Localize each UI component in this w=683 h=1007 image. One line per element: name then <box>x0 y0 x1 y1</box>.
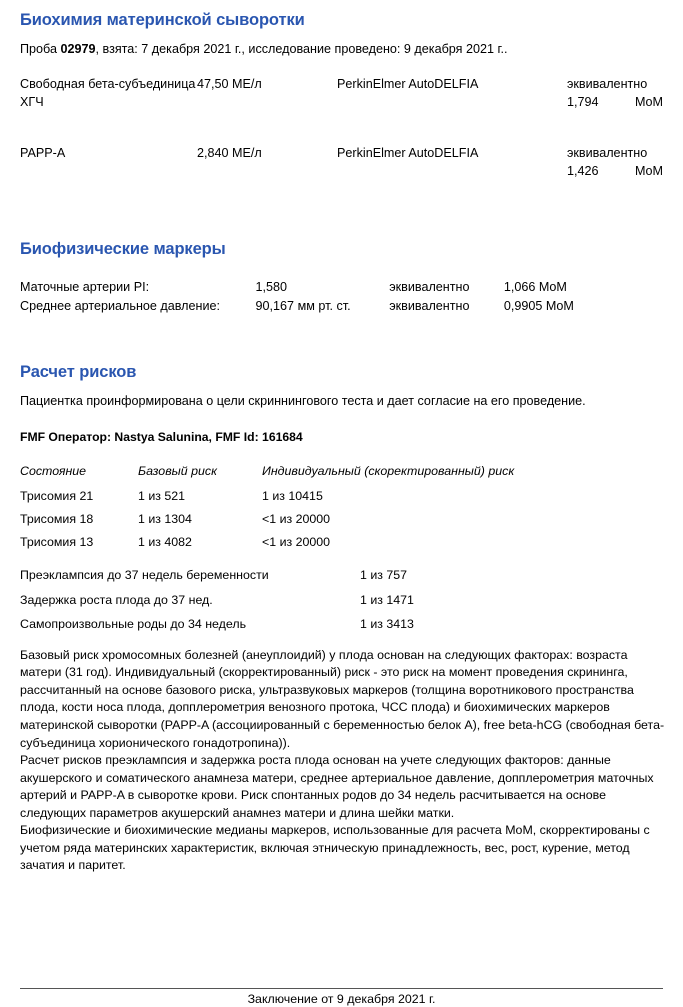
column-header-base-risk: Базовый риск <box>138 463 217 478</box>
risk-individual: <1 из 20000 <box>262 512 331 527</box>
patient-consent-text: Пациентка проинформирована о цели скриннингового теста и дает согласие на его проведение. <box>20 394 586 409</box>
table-row <box>20 567 663 591</box>
obstetric-risk-label: Самопроизвольные роды до 34 недель <box>20 616 247 631</box>
trisomy-risk-table <box>20 463 663 558</box>
analyte-mom: эквивалентно 1,426 MoM <box>567 145 663 178</box>
analyte-value: 47,50 МЕ/л <box>197 77 262 92</box>
page-footer <box>20 988 663 1007</box>
marker-mom: 0,9905 MoM <box>503 299 574 314</box>
table-row <box>20 534 663 557</box>
table-row <box>20 279 663 298</box>
risk-individual: <1 из 20000 <box>262 535 331 550</box>
column-header-condition: Состояние <box>20 463 87 478</box>
risk-section-title: Расчет рисков <box>20 363 137 382</box>
risk-condition: Трисомия 13 <box>20 535 94 550</box>
risk-condition: Трисомия 21 <box>20 489 94 504</box>
obstetric-risk-value: 1 из 1471 <box>360 592 414 607</box>
table-row <box>20 488 663 511</box>
analyte-method: PerkinElmer AutoDELFIA <box>337 145 479 160</box>
analyte-method: PerkinElmer AutoDELFIA <box>337 77 479 92</box>
fmf-operator-line: FMF Оператор: Nastya Salunina, FMF Id: 161684 <box>20 429 303 444</box>
sample-info-line <box>20 41 663 58</box>
table-row <box>20 616 663 640</box>
analyte-value: 2,840 МЕ/л <box>197 145 262 160</box>
note-paragraph: Базовый риск хромосомных болезней (анеуплоидий) у плода основан на следующих факторах: возраста матери (31 год). Индивидуальный (скорректированный) риск - это риск на момент проведения скрининга, рассчитанный на основе базового риска, ультразвуковых маркеров (толщина воротникового пространства плода, кости носа плода, допплерометрия венозного протока, ЧСС плода) и биохимических маркеров материнской сыворотки (PAPP-A (ассоциированный с беременностью белок А), free beta-hCG (свободная бета-субъединица хорионического гонадотропина)). <box>20 647 665 750</box>
analyte-name: Свободная бета-субъединица ХГЧ <box>20 77 196 109</box>
explanatory-notes <box>20 647 671 875</box>
biophysical-section-title: Биофизические маркеры <box>20 240 226 259</box>
column-header-individual-risk: Индивидуальный (скоректированный) риск <box>262 463 515 478</box>
biophysical-markers-table <box>20 279 663 317</box>
marker-mom: 1,066 MoM <box>503 280 567 295</box>
table-row <box>20 511 663 534</box>
table-row <box>20 130 663 199</box>
risk-base: 1 из 4082 <box>138 535 192 550</box>
risk-condition: Трисомия 18 <box>20 512 94 527</box>
risk-individual: 1 из 10415 <box>262 489 323 504</box>
note-paragraph: Расчет рисков преэклампсия и задержка роста плода основан на учете следующих факторов: данные акушерского и соматического анамнеза матери, среднее артериальное давление, допплерометрия маточных артерий и PAPP-A в сыворотке крови. Риск спонтанных родов до 34 недель расчитывается на основе следующих параметров акушерский анамнез матери и длина шейки матки. <box>20 753 654 820</box>
table-header-row <box>20 463 663 488</box>
table-row <box>20 298 663 317</box>
sample-prefix-label: Проба <box>20 42 57 57</box>
obstetric-risk-table <box>20 567 663 639</box>
biochemistry-table <box>20 76 663 198</box>
marker-value: 90,167 мм рт. ст. <box>255 299 351 314</box>
obstetric-risk-label: Преэклампсия до 37 недель беременности <box>20 568 269 583</box>
sample-number-value: 02979 <box>60 42 96 57</box>
risk-base: 1 из 521 <box>138 489 186 504</box>
marker-name: Маточные артерии PI: <box>20 280 150 295</box>
sample-dates-text: , взята: 7 декабря 2021 г., исследование проведено: 9 декабря 2021 г.. <box>95 42 508 57</box>
obstetric-risk-value: 1 из 3413 <box>360 616 414 631</box>
marker-equivalent: эквивалентно <box>389 280 470 295</box>
obstetric-risk-label: Задержка роста плода до 37 нед. <box>20 592 213 607</box>
footer-text: Заключение от 9 декабря 2021 г. <box>247 992 436 1006</box>
table-row <box>20 76 663 130</box>
biochemistry-section-title: Биохимия материнской сыворотки <box>20 11 305 30</box>
note-paragraph: Биофизические и биохимические медианы маркеров, использованные для расчета MoM, скорректированы с учетом ряда материнских характеристик, включая этническую принадлежность, вес, рост, курение, метод зачатия и паритет. <box>20 823 650 873</box>
marker-value: 1,580 <box>255 280 288 295</box>
analyte-name: PAPP-A <box>20 145 66 160</box>
analyte-mom: эквивалентно 1,794 MoM <box>567 77 663 109</box>
table-row <box>20 592 663 616</box>
risk-base: 1 из 1304 <box>138 512 192 527</box>
marker-equivalent: эквивалентно <box>389 299 470 314</box>
marker-name: Среднее артериальное давление: <box>20 299 221 314</box>
obstetric-risk-value: 1 из 757 <box>360 568 408 583</box>
